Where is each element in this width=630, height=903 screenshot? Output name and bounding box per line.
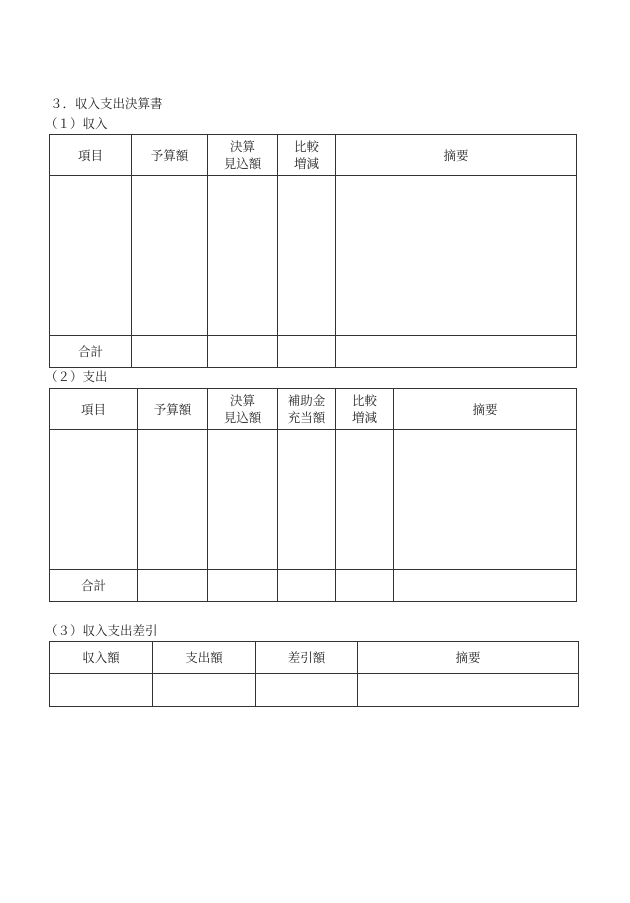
income-body-row (50, 176, 577, 336)
income-comparison-cell (278, 176, 336, 336)
expenditure-title: （２）支出 (45, 369, 108, 384)
expenditure-header-comparison-line1: 比較 (351, 393, 377, 408)
expenditure-header-settlement-line1: 決算 (229, 393, 255, 408)
income-settlement-cell (208, 176, 278, 336)
balance-income-cell (50, 674, 153, 707)
expenditure-header-budget: 予算額 (138, 389, 208, 430)
balance-remarks-cell (358, 674, 579, 707)
expenditure-total-remarks-cell (394, 570, 577, 602)
expenditure-remarks-cell (394, 430, 577, 570)
income-budget-cell (132, 176, 208, 336)
income-header-item: 項目 (50, 135, 132, 176)
expenditure-header-subsidy-line1: 補助金 (287, 393, 326, 408)
expenditure-header-subsidy-line2: 充当額 (287, 410, 326, 425)
income-total-comparison-cell (278, 336, 336, 368)
income-table (49, 134, 577, 368)
expenditure-header-comparison-line2: 増減 (351, 410, 377, 425)
income-total-remarks-cell (336, 336, 577, 368)
expenditure-header-item: 項目 (50, 389, 138, 430)
expenditure-settlement-cell (208, 430, 278, 570)
expenditure-total-settlement-cell (208, 570, 278, 602)
balance-difference-cell (256, 674, 358, 707)
balance-header-difference: 差引額 (256, 642, 358, 674)
income-total-settlement-cell (208, 336, 278, 368)
income-header-settlement (208, 135, 278, 176)
section-title: ３．収入支出決算書 (50, 96, 163, 111)
income-header-row (50, 135, 577, 176)
expenditure-total-comparison-cell (336, 570, 394, 602)
income-header-remarks: 摘要 (336, 135, 577, 176)
income-total-budget-cell (132, 336, 208, 368)
income-item-cell (50, 176, 132, 336)
expenditure-header-settlement (208, 389, 278, 430)
expenditure-comparison-cell (336, 430, 394, 570)
balance-header-row (50, 642, 579, 674)
income-header-budget: 予算額 (132, 135, 208, 176)
expenditure-total-row (50, 570, 577, 602)
income-header-comparison-line1: 比較 (293, 139, 319, 154)
balance-table (49, 641, 579, 707)
income-remarks-cell (336, 176, 577, 336)
expenditure-header-row (50, 389, 577, 430)
income-total-label: 合計 (50, 336, 132, 368)
balance-header-income: 収入額 (50, 642, 153, 674)
balance-title: （３）収入支出差引 (45, 623, 158, 638)
expenditure-item-cell (50, 430, 138, 570)
expenditure-budget-cell (138, 430, 208, 570)
expenditure-header-settlement-line2: 見込額 (223, 410, 262, 425)
expenditure-header-comparison (336, 389, 394, 430)
income-header-settlement-line2: 見込額 (223, 156, 262, 171)
expenditure-header-remarks: 摘要 (394, 389, 577, 430)
income-title: （１）収入 (45, 116, 108, 131)
expenditure-total-budget-cell (138, 570, 208, 602)
expenditure-subsidy-cell (278, 430, 336, 570)
income-header-settlement-line1: 決算 (229, 139, 255, 154)
expenditure-total-label: 合計 (50, 570, 138, 602)
income-header-comparison (278, 135, 336, 176)
expenditure-header-subsidy (278, 389, 336, 430)
expenditure-table (49, 388, 577, 602)
balance-header-expenditure: 支出額 (153, 642, 256, 674)
expenditure-total-subsidy-cell (278, 570, 336, 602)
balance-expenditure-cell (153, 674, 256, 707)
balance-value-row (50, 674, 579, 707)
expenditure-body-row (50, 430, 577, 570)
income-total-row (50, 336, 577, 368)
income-header-comparison-line2: 増減 (293, 156, 319, 171)
balance-header-remarks: 摘要 (358, 642, 579, 674)
